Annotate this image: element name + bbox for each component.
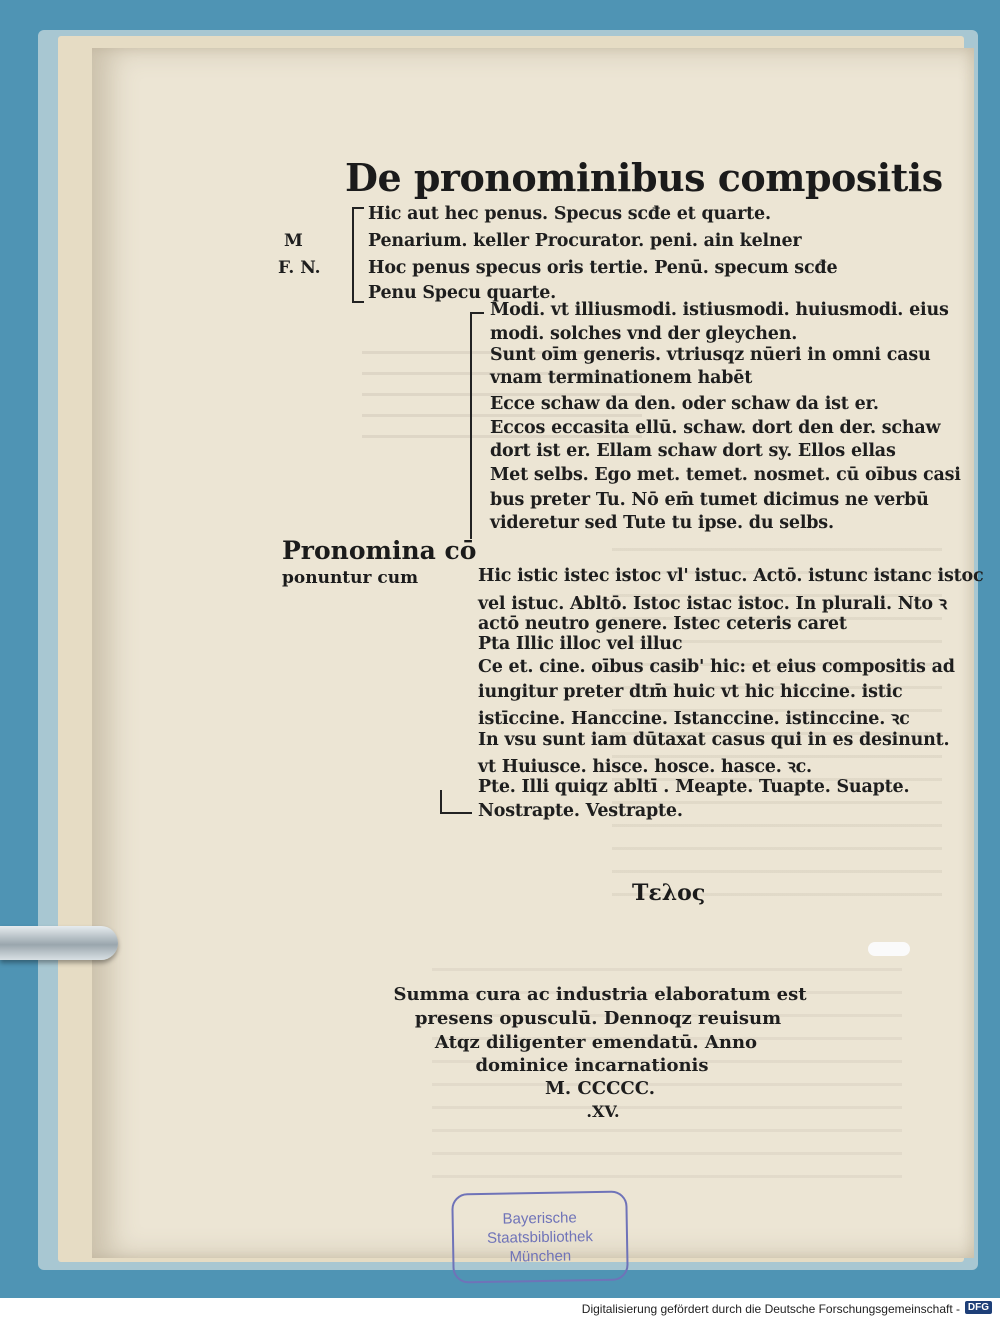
text-line: modi. solches vnd der gleychen. [490,324,798,344]
colophon-line: Summa cura ac industria elaboratum est [393,984,807,1005]
colophon-line: .XV. [586,1102,620,1121]
text-line: Ecce schaw da den. oder schaw da ist er. [490,394,879,414]
dfg-logo: DFG [965,1301,992,1314]
library-stamp [451,1190,629,1283]
text-line: iungitur preter dtm̄ huic vt hic hiccine. istic [478,682,903,702]
page-title: De pronominibus compositis [345,155,943,200]
text-line: Nostrapte. Vestrapte. [478,801,683,821]
text-line: vel istuc. Abltō. Istoc istac istoc. In plurali. Nto ꝛ [478,594,947,614]
text-line: Hoc penus specus oris tertie. Penū. specum scđe [368,258,838,278]
stamp-line: Bayerische [502,1208,577,1228]
telos-end-mark: Τελος [632,880,706,906]
paper-hole [868,942,910,956]
text-line: In vsu sunt iam dūtaxat casus qui in es desinunt. [478,730,950,750]
text-line: Ce et. cine. oībus casib' hic: et eius compositis ad [478,657,955,677]
colophon-line: presens opusculū. Dennoqz reuisum [414,1008,782,1029]
text-line: Modi. vt illiusmodi. istiusmodi. huiusmodi. eius [490,300,949,320]
text-line: istīccine. Hanccine. Istanccine. istinccine. ꝛc [478,709,910,729]
text-line: vnam terminationem habēt [490,368,753,388]
text-line: Hic istic istec istoc vl' istuc. Actō. istunc istanc istoc [478,566,984,586]
text-line: Penarium. keller Procurator. peni. ain kelner [368,231,802,251]
text-line: actō neutro genere. Istec ceteris caret [478,614,847,634]
text-line: dort ist er. Ellam schaw dort sy. Ellos ellas [490,441,896,461]
colophon-line: M. CCCCC. [544,1078,656,1099]
brace-middle [470,312,484,539]
margin-note: M [284,231,303,251]
side-heading: Pronomina cō [282,536,477,565]
text-line: Sunt oīm generis. vtriusqz nūeri in omni casu [490,345,931,365]
stamp-line: Staatsbibliothek [486,1227,594,1247]
brace-upper [352,207,364,303]
text-line: Eccos eccasita ellū. schaw. dort den der. schaw [490,418,941,438]
footer-credit: Digitalisierung gefördert durch die Deutsche Forschungsgemeinschaft - [581,1302,960,1316]
text-line: vt Huiusce. hisce. hosce. hasce. ꝛc. [478,757,812,777]
text-line: bus preter Tu. Nō em̄ tumet dicimus ne verbū [490,490,929,510]
page-clip [0,926,118,960]
brace-lower [440,790,472,814]
text-line: Penu Specu quarte. [368,283,557,303]
colophon-line: Atqz diligenter emendatū. Anno [434,1032,758,1053]
text-line: Met selbs. Ego met. temet. nosmet. cū oībus casi [490,465,961,485]
text-line: Pte. Illi quiqz abltī . Meapte. Tuapte. Suapte. [478,777,910,797]
side-heading: ponuntur cum [282,568,419,588]
text-line: Hic aut hec penus. Specus scđe et quarte. [368,204,771,224]
colophon-line: dominice incarnationis [475,1055,709,1076]
text-line: Pta Illic illoc vel illuc [478,634,683,654]
footer-bar [0,1298,1000,1320]
text-line: videretur sed Tute tu ipse. du selbs. [490,513,834,533]
stamp-line: München [509,1246,572,1266]
margin-note: F. N. [278,258,321,278]
